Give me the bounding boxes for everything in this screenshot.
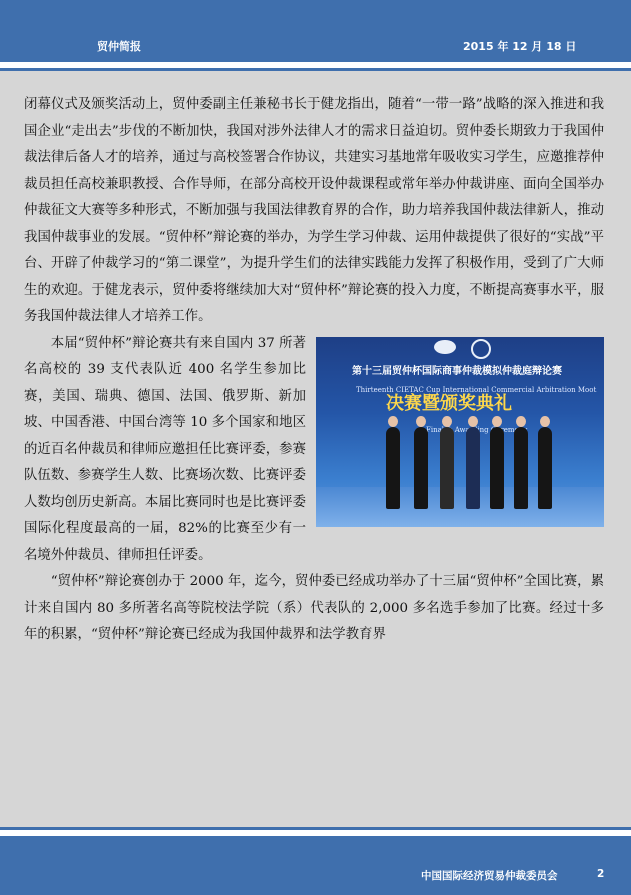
photo-banner-title: 第十三届贸仲杯国际商事仲裁模拟仲裁庭辩论赛 [352, 365, 562, 377]
issue-date: 2015 年 12 月 18 日 [463, 40, 577, 53]
paragraph-competition-history: “贸仲杯”辩论赛创办于 2000 年，迄今，贸仲委已经成功举办了十三届“贸仲杯”全国比赛，累计来自国内 80 多所著名高等院校法学院（系）代表队的 2,000 多名选手参加了比赛。经过十多年的积累，“贸仲杯”辩论赛已经成为我国仲裁界和法学教育界 [24, 574, 604, 642]
cietac-logo [434, 340, 456, 354]
person-figure [538, 427, 552, 509]
person-figure [466, 427, 480, 509]
ceremony-photo [316, 337, 604, 527]
person-figure [440, 427, 454, 509]
page-footer [0, 836, 631, 895]
page-header [0, 0, 631, 62]
person-figure [490, 427, 504, 509]
person-figure [386, 427, 400, 509]
organization-name: 中国国际经济贸易仲裁委员会 [421, 870, 558, 882]
person-figure [414, 427, 428, 509]
paragraph-closing-ceremony: 闭幕仪式及颁奖活动上，贸仲委副主任兼秘书长于健龙指出，随着“一带一路”战略的深入推进和我国企业“走出去”步伐的不断加快，我国对涉外法律人才的需求日益迫切。贸仲委长期致力于我国仲裁法律后备人才的培养，通过与高校签署合作协议，共建实习基地常年吸收实习学生，应邀推荐仲裁员担任高校兼职教授、合作导师，在部分高校开设仲裁课程或常年举办仲裁讲座、面向全国举办仲裁征文大赛等多种形式，不断加强与我国法律教育界的合作，助力培养我国仲裁法律新人，推动我国仲裁事业的发展。“贸仲杯”辩论赛的举办，为学生学习仲裁、运用仲裁提供了很好的“实战”平台、开辟了仲裁学习的“第二课堂”，为提升学生们的法律实践能力发挥了积极作用，受到了广大师生的欢迎。于健龙表示，贸仲委将继续加大对“贸仲杯”辩论赛的投入力度，不断提高赛事水平，服务我国仲裁法律人才培养工作。 [24, 97, 604, 324]
photo-ceremony-title: 决赛暨颁奖典礼 [386, 392, 512, 414]
emblem-logo [471, 339, 491, 359]
header-divider-thin [0, 68, 631, 71]
paragraph-competition-stats: 本届“贸仲杯”辩论赛共有来自国内 37 所著名高校的 39 支代表队近 400 名学生参加比赛，美国、瑞典、德国、法国、俄罗斯、新加坡、中国香港、中国台湾等 10 多个国家和地区的近百名仲裁员和律师应邀担任比赛评委，参赛队伍数、参赛学生人数、比赛场次数、比赛评委人数均创历史新高。本届比赛同时也是比赛评委国际化程度最高的一届，82%的比赛至少有一名境外仲裁员、律师担任评委。 [24, 335, 306, 563]
photo-ceremony-subtitle: Final Ceremony [426, 425, 528, 434]
article-body [24, 92, 604, 649]
page-number: 2 [597, 868, 605, 880]
photo-stage [316, 487, 604, 527]
publication-title: 贸仲简报 [97, 40, 141, 53]
person-figure [514, 427, 528, 509]
photo-banner-subtitle: Thirteenth CIETAC Cup International Commercial Arbitration Moot [356, 385, 597, 394]
